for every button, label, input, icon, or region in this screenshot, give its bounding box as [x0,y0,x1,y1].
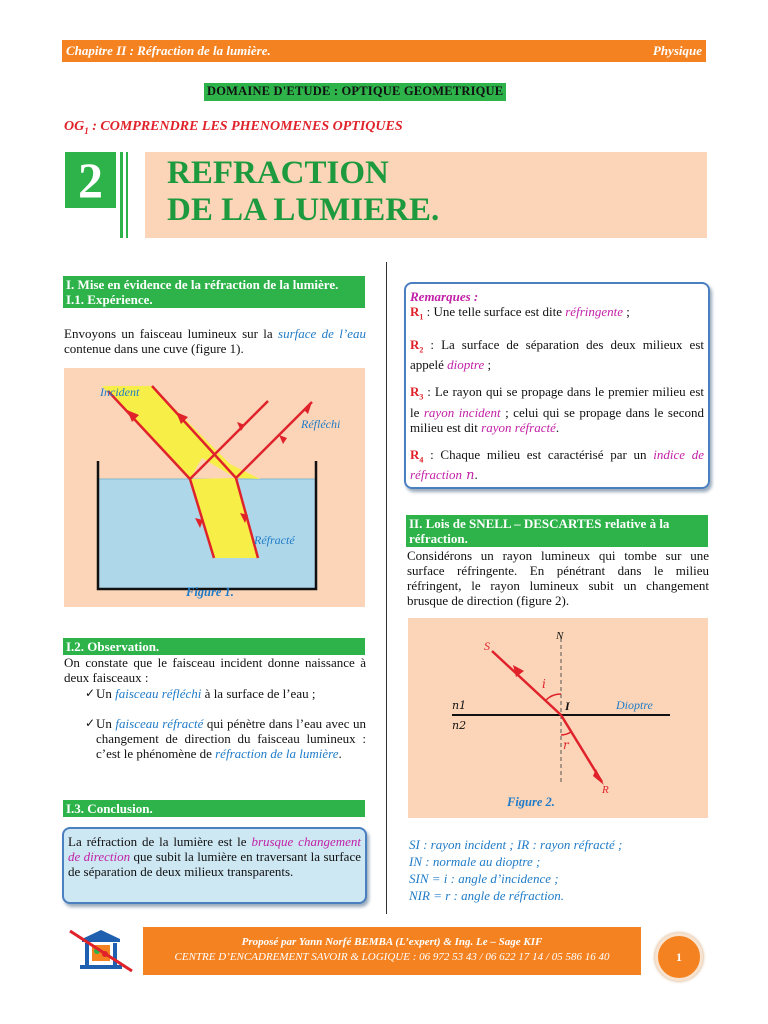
title-line-2: DE LA LUMIERE. [167,192,440,228]
label-N: N [556,630,564,642]
remark-2: $R_2$ : La surface de séparation des deux milieux est appelé dioptre ; [410,336,704,373]
title-divider-2 [126,152,128,238]
footer-bar [143,927,641,975]
figure-2-legend [409,836,709,904]
observation-list [64,686,366,761]
label-dioptre: Dioptre [616,698,653,712]
label-S: S [484,639,490,653]
observation-intro: On constate que le faisceau incident donne naissance à deux faisceaux : [64,655,366,685]
footer-authors: Proposé par Yann Norfé BEMBA (L’expert) & Ing. Le – Sage KIF [241,936,543,948]
page-number: 1 [655,933,703,981]
conclusion-heading: I.3. Conclusion. [63,800,365,817]
footer-centre: CENTRE D’ENCADREMENT SAVOIR & LOGIQUE : 06 972 53 43 / 06 622 17 14 / 05 586 16 40 [174,951,610,963]
label-refracte: Réfracté [254,533,295,547]
school-logo [62,927,141,975]
figure-2-caption: Figure 2. [507,795,555,809]
chapter-number: 2 [65,152,116,208]
remarks-box [404,282,710,489]
figure-1 [64,368,365,607]
legend-line-4: NIR = r : angle de réfraction. [409,888,564,903]
conclusion-box: La réfraction de la lumière est le brusque changement de direction que subit la lumière en traversant la surface de séparation de deux milieux transparents. [62,827,367,904]
subject-label: Physique [652,43,702,58]
legend-line-3: SIN = i : angle d’incidence ; [409,871,559,886]
legend-line-2: IN : normale au dioptre ; [409,854,541,869]
label-reflechi: Réfléchi [301,417,341,431]
chapter-label: Chapitre II : Réfraction de la lumière. [66,43,271,58]
page-title [145,152,707,238]
label-I: I [565,699,570,713]
section1-heading: I. Mise en évidence de la réfraction de la lumière. I.1. Expérience. [63,276,365,308]
figure-1-diagram [64,368,365,607]
figure-1-caption: Figure 1. [186,585,234,599]
label-n1: n1 [452,699,467,712]
observation-item-2: ✓ Un faisceau réfracté qui pénètre dans l’eau avec un changement de direction du faisceau lumineux : c’est le phénomène de réfraction de la lumière. [64,716,366,761]
logo-icon [62,927,141,975]
label-r: r [563,738,569,752]
figure-2 [408,618,708,818]
incident-ray [492,651,561,715]
page-header [62,40,706,62]
label-i: i [542,677,546,691]
experience-text: Envoyons un faisceau lumineux sur la surface de l’eau contenue dans une cuve (figure 1). [64,326,366,356]
observation-item-1: ✓ Un faisceau réfléchi à la surface de l’eau ; [64,686,366,701]
section2-text: Considérons un rayon lumineux qui tombe sur une surface réfringente. En pénétrant dans le milieu réfringent, le rayon lumineux subit un changement brusque de direction (figure 2). [407,548,709,608]
label-incident: Incident [100,385,140,399]
observation-heading: I.2. Observation. [63,638,365,655]
objective-label: $OG_1$ : COMPRENDRE LES PHENOMENES OPTIQUES [64,119,403,136]
title-divider [120,152,123,238]
column-divider [386,262,387,914]
label-n2: n2 [452,719,467,732]
remark-1: $R_1$ : Une telle surface est dite réfringente ; [410,304,630,322]
title-line-1: REFRACTION [167,155,389,191]
remarks-title: Remarques : [410,289,479,304]
domain-label: DOMAINE D'ETUDE : OPTIQUE GEOMETRIQUE [204,83,506,101]
remark-3: $R_3$ : Le rayon qui se propage dans le premier milieu est le rayon incident ; celui qui se propage dans le second milieu est dit rayon réfracté. [410,384,704,435]
remark-4: $R_4$ : Chaque milieu est caractérisé par un indice de réfraction n. [410,446,704,484]
section2-heading: II. Lois de SNELL – DESCARTES relative à la réfraction. [406,515,708,547]
label-R: R [602,784,609,796]
legend-line-1: SI : rayon incident ; IR : rayon réfracté ; [409,837,623,852]
figure-2-diagram [408,618,708,818]
